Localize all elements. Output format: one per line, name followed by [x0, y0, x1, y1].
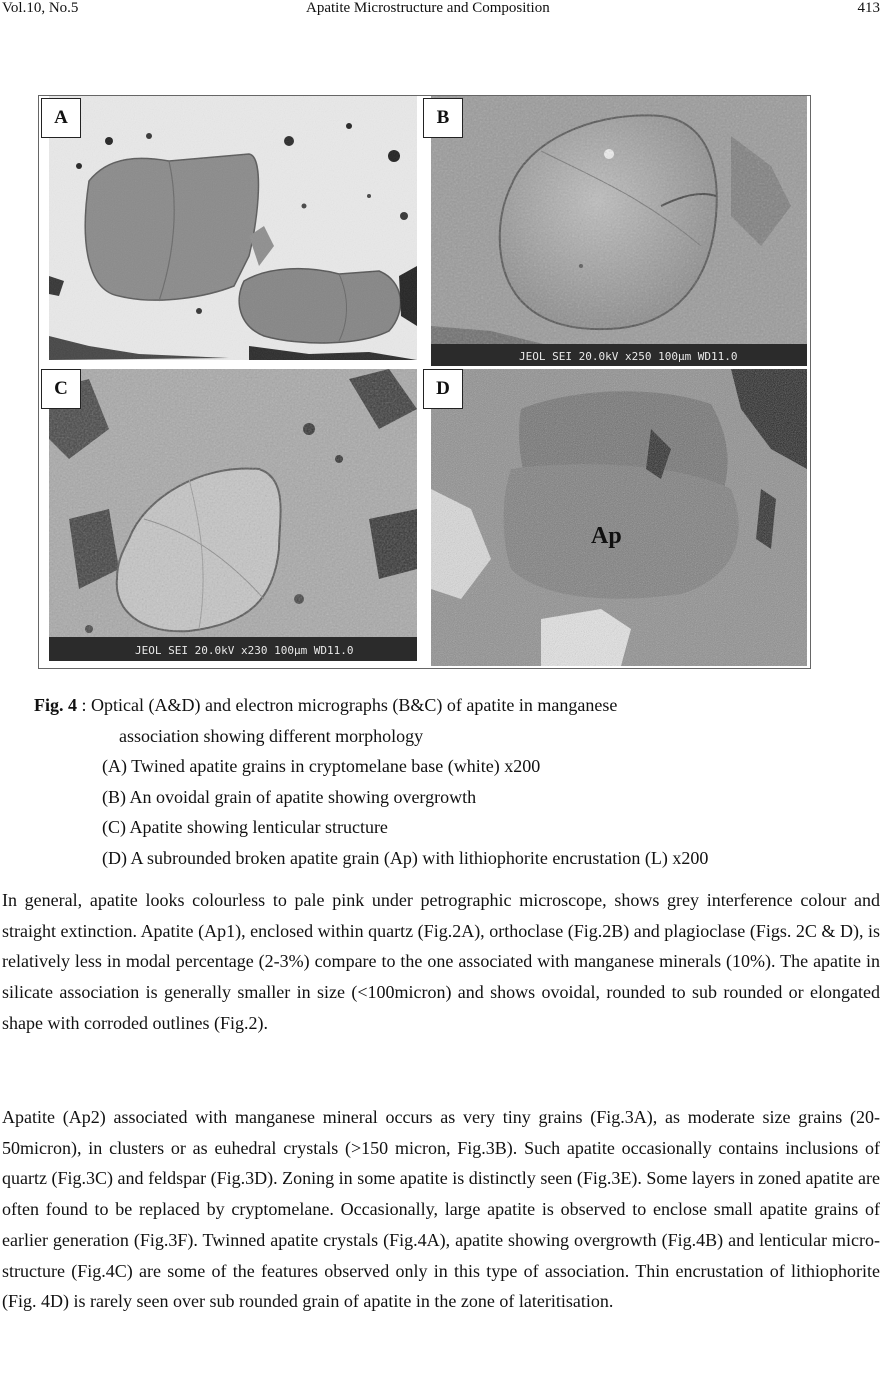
figure-4: [38, 95, 811, 669]
caption-item-b: (B) An ovoidal grain of apatite showing overgrowth: [102, 786, 477, 807]
page-number: 413: [857, 0, 880, 16]
panel-c-micrograph: [49, 369, 417, 661]
caption-item-d: (D) A subrounded broken apatite grain (Ap) with lithiophorite encrustation (L) x200: [102, 847, 709, 868]
running-title: Apatite Microstructure and Composition: [306, 0, 550, 16]
panel-label-c: C: [41, 369, 81, 409]
panel-label-d: D: [423, 369, 463, 409]
panel-c-scalebar: JEOL SEI 20.0kV x230 100µm WD11.0: [135, 644, 354, 657]
running-header: [0, 0, 882, 22]
caption-item-a: (A) Twined apatite grains in cryptomelane base (white) x200: [102, 756, 541, 776]
panel-b-scalebar: JEOL SEI 20.0kV x250 100µm WD11.0: [519, 350, 738, 363]
caption-line-2: association showing different morphology: [119, 725, 424, 746]
caption-line-1: [34, 690, 708, 721]
caption-label: Fig. 4: [34, 695, 77, 715]
caption-title: : Optical (A&D) and electron micrographs (B&C) of apatite in manganese: [77, 695, 618, 715]
panel-a-micrograph: [49, 96, 417, 360]
paragraph-1: In general, apatite looks colourless to pale pink under petrographic microscope, shows grey interference colour and straight extinction. Apatite (Ap1), enclosed within quartz (Fig.2A), orthoclase (Fig.2B) and plagioclase (Figs. 2C & D), is relatively less in modal percentage (2-3%) compare to the one associated with manganese minerals (10%). The apatite in silicate association is generally smaller in size (<100micron) and shows ovoidal, rounded to sub rounded or elongated shape with corroded outlines (Fig.2).: [2, 890, 880, 1033]
panel-d-ap-label: Ap: [591, 523, 622, 549]
journal-volume: Vol.10, No.5: [2, 0, 79, 16]
figure-caption: [34, 690, 708, 873]
paragraph-2: Apatite (Ap2) associated with manganese mineral occurs as very tiny grains (Fig.3A), as moderate size grains (20-50micron), in clusters or as euhedral crystals (>150 micron, Fig.3B). Such apatite occasionally contains inclusions of quartz (Fig.3C) and feldspar (Fig.3D). Zoning in some apatite is distinctly seen (Fig.3E). Some layers in zoned apatite are often found to be replaced by cryptomelane. Occasionally, large apatite is observed to enclose small apatite grains of earlier generation (Fig.3F). Twinned apatite crystals (Fig.4A), apatite showing overgrowth (Fig.4B) and lenticular micro-structure (Fig.4C) are some of the features observed only in this type of association. Thin encrustation of lithiophorite (Fig. 4D) is rarely seen over sub rounded grain of apatite in the zone of lateritisation.: [2, 1107, 880, 1312]
panel-d-micrograph: [431, 369, 807, 666]
panel-label-a: A: [41, 98, 81, 138]
caption-item-c: (C) Apatite showing lenticular structure: [102, 817, 388, 837]
panel-b-micrograph: [431, 96, 807, 366]
panel-label-b: B: [423, 98, 463, 138]
